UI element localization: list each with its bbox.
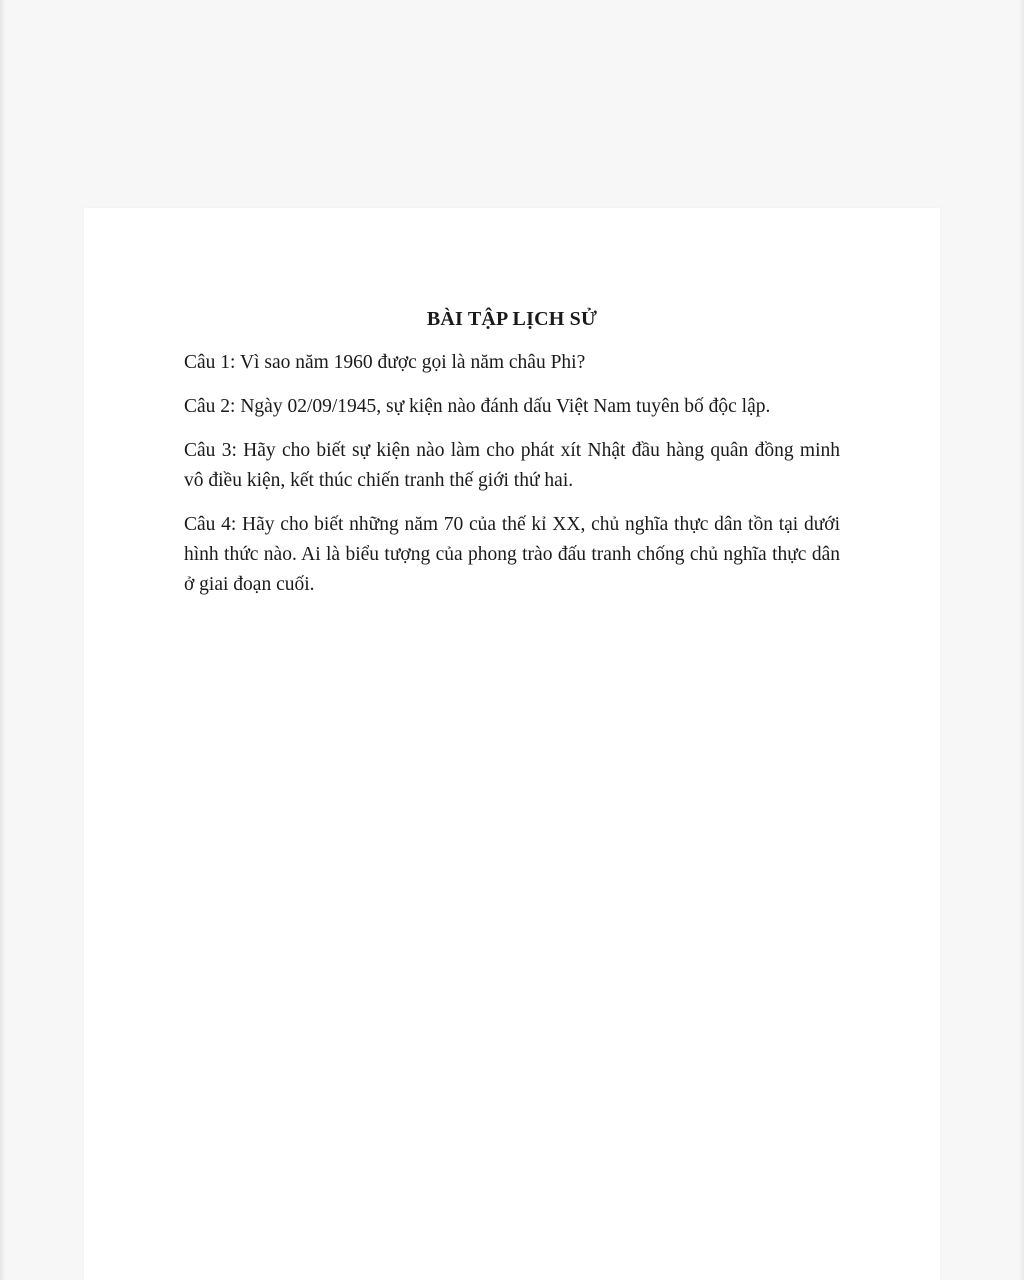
question-4: Câu 4: Hãy cho biết những năm 70 của thế kỉ XX, chủ nghĩa thực dân tồn tại dưới hình thức nào. Ai là biểu tượng của phong trào đấu tranh chống chủ nghĩa thực dân ở giai đoạn cuối. (184, 514, 840, 595)
page-content (184, 304, 840, 614)
document-title: BÀI TẬP LỊCH SỬ (426, 308, 598, 330)
document-page (84, 208, 940, 1280)
question-2: Câu 2: Ngày 02/09/1945, sự kiện nào đánh dấu Việt Nam tuyên bố độc lập. (184, 396, 771, 417)
question-1: Câu 1: Vì sao năm 1960 được gọi là năm châu Phi? (184, 352, 586, 373)
question-3: Câu 3: Hãy cho biết sự kiện nào làm cho phát xít Nhật đầu hàng quân đồng minh vô điều kiện, kết thúc chiến tranh thế giới thứ hai. (184, 440, 840, 491)
